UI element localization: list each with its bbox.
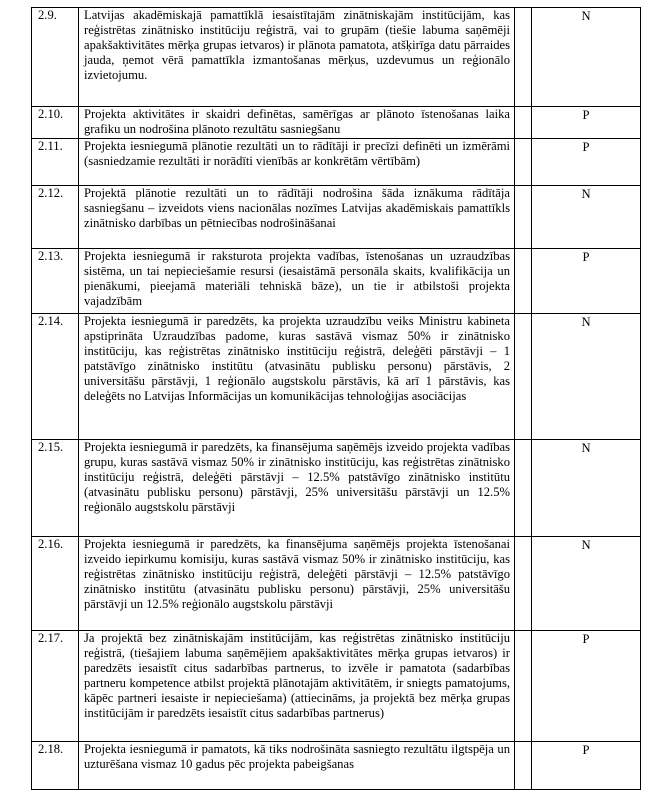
table-row [32, 139, 641, 186]
table-row [32, 440, 641, 537]
evaluation-type: N [532, 440, 641, 537]
evaluation-type: N [532, 186, 641, 249]
table-row [32, 8, 641, 107]
criterion-number: 2.9. [32, 8, 79, 107]
evaluation-type: P [532, 249, 641, 314]
blank-cell [515, 107, 532, 139]
evaluation-type: P [532, 742, 641, 790]
table-row [32, 107, 641, 139]
criterion-text: Projekta iesniegumā ir paredzēts, ka finansējuma saņēmējs projekta īstenošanai izveido iepirkumu komisiju, kuras sastāvā vismaz 50% ir zinātnisko institūciju, kas reģistrētas zinātnisko institūciju reģistrā, deleģēti pārstāvji – 12.5% patstāvīgo zinātnisko institūtu (atvasinātu publisku personu) pārstāvji, 25% universitāšu pārstāvji un 12.5% reģionālo augstskolu pārstāvji [79, 537, 515, 631]
criterion-number: 2.15. [32, 440, 79, 537]
evaluation-type: P [532, 107, 641, 139]
blank-cell [515, 537, 532, 631]
criterion-number: 2.14. [32, 314, 79, 440]
blank-cell [515, 249, 532, 314]
criterion-text: Projekta iesniegumā plānotie rezultāti un to rādītāji ir precīzi definēti un izmērāmi (sasniedzamie rezultāti ir norādīti vienībās ar konkrētām vērtībām) [79, 139, 515, 186]
evaluation-type: P [532, 139, 641, 186]
evaluation-type: N [532, 314, 641, 440]
criterion-text: Ja projektā bez zinātniskajām institūcijām, kas reģistrētas zinātnisko institūciju reģistrā, (tiešajiem labuma saņēmējiem apakšaktivitātes mērķa grupas ietvaros) ir paredzēts iesaistīt citus sadarbības partnerus, to izvēle ir pamatota (sadarbības partneru kompetence atbilst projektā plānotajām aktivitātēm, ir sniegts pamatojums, kāpēc partneri iesaiste ir nepieciešama) (attiecināms, ja projektā bez mērķa grupas institūcijām ir paredzēts iesaistīt citus sadarbības partnerus) [79, 631, 515, 742]
table-row [32, 742, 641, 790]
table-row [32, 631, 641, 742]
criterion-number: 2.11. [32, 139, 79, 186]
table-row [32, 537, 641, 631]
criterion-text: Projekta iesniegumā ir pamatots, kā tiks nodrošināta sasniegto rezultātu ilgtspēja un uzturēšana vismaz 10 gadus pēc projekta pabeigšanas [79, 742, 515, 790]
criterion-text: Projekta iesniegumā ir paredzēts, ka projekta uzraudzību veiks Ministru kabineta apstiprināta Uzraudzības padome, kuras sastāvā vismaz 50% ir zinātnisko institūciju, kas reģistrētas zinātnisko institūciju reģistrā, deleģēti pārstāvji – 1 patstāvīgo zinātnisko institūtu (atvasinātu publisku personu) pārstāvis, 2 universitāšu pārstāvji, 1 reģionālo augstskolu pārstāvis, kā arī 1 pārstāvis, kas deleģēts no Latvijas Informācijas un komunikācijas tehnoloģijas asociācijas [79, 314, 515, 440]
table-row [32, 186, 641, 249]
blank-cell [515, 139, 532, 186]
blank-cell [515, 8, 532, 107]
evaluation-type: P [532, 631, 641, 742]
blank-cell [515, 742, 532, 790]
criterion-text: Projektā plānotie rezultāti un to rādītāji nodrošina šāda iznākuma rādītāja sasniegšanu – izveidots viens nacionālas nozīmes Latvijas akadēmiskais pamattīkls zinātnisko darbības un pētniecības nodrošināšanai [79, 186, 515, 249]
criterion-number: 2.10. [32, 107, 79, 139]
criterion-text: Projekta aktivitātes ir skaidri definētas, samērīgas ar plānoto īstenošanas laika grafiku un nodrošina plānoto rezultātu sasniegšanu [79, 107, 515, 139]
criterion-text: Projekta iesniegumā ir paredzēts, ka finansējuma saņēmējs izveido projekta vadības grupu, kuras sastāvā vismaz 50% ir zinātnisko institūciju, kas reģistrētas zinātnisko institūciju reģistrā, deleģēti pārstāvji – 12.5% patstāvīgo zinātnisko institūtu (atvasinātu publisku personu) pārstāvji, 25% universitāšu pārstāvji un 12.5% reģionālo augstskolu pārstāvji [79, 440, 515, 537]
evaluation-type: N [532, 537, 641, 631]
blank-cell [515, 186, 532, 249]
criteria-table [31, 7, 641, 790]
blank-cell [515, 314, 532, 440]
criterion-number: 2.12. [32, 186, 79, 249]
blank-cell [515, 631, 532, 742]
blank-cell [515, 440, 532, 537]
criterion-number: 2.18. [32, 742, 79, 790]
criterion-number: 2.16. [32, 537, 79, 631]
table-row [32, 314, 641, 440]
criterion-number: 2.17. [32, 631, 79, 742]
criterion-number: 2.13. [32, 249, 79, 314]
criterion-text: Projekta iesniegumā ir raksturota projekta vadības, īstenošanas un uzraudzības sistēma, un tai nepieciešamie resursi (iesaistāmā personāla skaits, kvalifikācija un pienākumi, pieejamā materiāli tehniskā bāze), un tie ir atbilstoši projekta vajadzībām [79, 249, 515, 314]
evaluation-type: N [532, 8, 641, 107]
criterion-text: Latvijas akadēmiskajā pamattīklā iesaistītajām zinātniskajām institūcijām, kas reģistrētas zinātnisko institūciju reģistrā, vai to grupām (tiešie labuma saņēmēji apakšaktivitātes mērķa grupas ietvaros) ir plānota pamatota, atšķirīga datu pārraides jauda, ņemot vērā pamattīkla izmantošanas mērķus, uzdevumus un reģionālo izvietojumu. [79, 8, 515, 107]
table-row [32, 249, 641, 314]
